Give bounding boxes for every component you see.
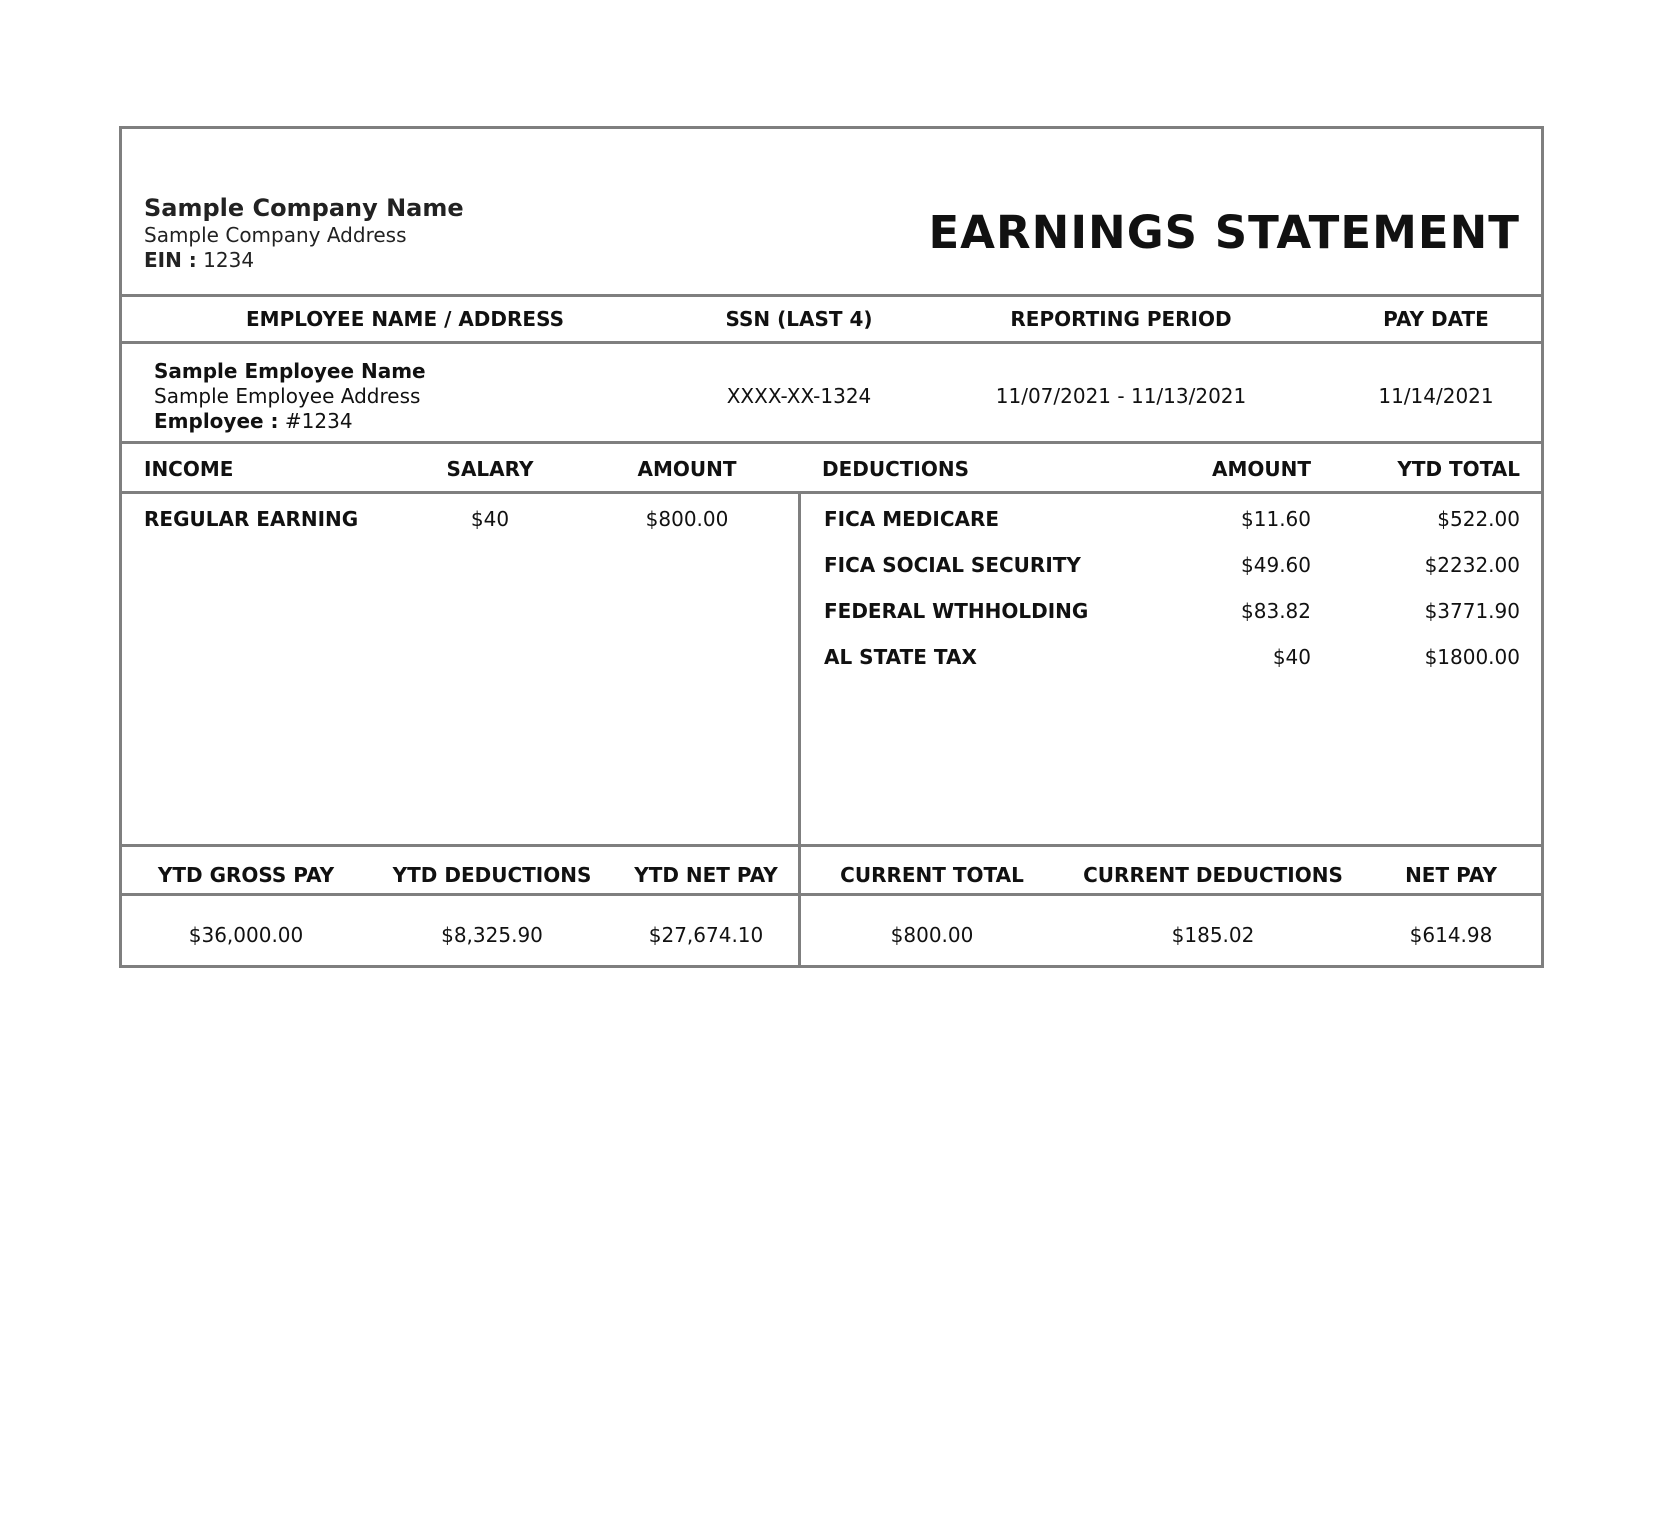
deduction-ytd: $3771.90 [1424, 599, 1520, 623]
deduction-amount: $11.60 [1241, 507, 1311, 531]
deduction-ytd: $2232.00 [1424, 553, 1520, 577]
header-net-pay: NET PAY [1405, 863, 1497, 887]
employee-ssn: XXXX-XX-1324 [726, 384, 872, 408]
header-pay-date: PAY DATE [1383, 307, 1489, 331]
header-deductions: DEDUCTIONS [822, 457, 970, 481]
ein-value: 1234 [203, 248, 255, 272]
earnings-statement [119, 126, 1544, 968]
income-salary: $40 [470, 507, 510, 531]
ytd-net-pay: $27,674.10 [648, 923, 764, 947]
header-deduction-amount: AMOUNT [1211, 457, 1311, 481]
header-ytd-deductions: YTD DEDUCTIONS [392, 863, 592, 887]
header-income-amount: AMOUNT [637, 457, 737, 481]
company-name: Sample Company Name [144, 194, 464, 222]
income-amount: $800.00 [645, 507, 729, 531]
divider-vertical [798, 491, 801, 965]
income-label: REGULAR EARNING [144, 507, 359, 531]
header-ytd-net-pay: YTD NET PAY [634, 863, 778, 887]
employee-name: Sample Employee Name [154, 359, 426, 383]
deduction-amount: $40 [1272, 645, 1311, 669]
header-ssn: SSN (LAST 4) [725, 307, 873, 331]
header-salary: SALARY [446, 457, 534, 481]
deduction-label: FEDERAL WTHHOLDING [824, 599, 1089, 623]
header-current-total: CURRENT TOTAL [840, 863, 1024, 887]
net-pay: $614.98 [1409, 923, 1493, 947]
employee-id-value: #1234 [284, 409, 353, 433]
deduction-ytd: $522.00 [1437, 507, 1520, 531]
ytd-gross-pay: $36,000.00 [188, 923, 304, 947]
deduction-amount: $83.82 [1241, 599, 1311, 623]
deduction-amount: $49.60 [1241, 553, 1311, 577]
ytd-deductions: $8,325.90 [441, 923, 543, 947]
divider-income-header [122, 491, 1541, 494]
header-income: INCOME [144, 457, 234, 481]
deduction-ytd: $1800.00 [1424, 645, 1520, 669]
ein-label: EIN : [144, 248, 197, 272]
header-ytd-gross-pay: YTD GROSS PAY [157, 863, 335, 887]
employee-pay-date: 11/14/2021 [1378, 384, 1494, 408]
current-total: $800.00 [890, 923, 974, 947]
divider-employee-header [122, 341, 1541, 344]
employee-id [154, 411, 353, 431]
divider-totals-header [122, 893, 1541, 896]
header-employee-name-address: EMPLOYEE NAME / ADDRESS [246, 307, 564, 331]
divider-items [122, 844, 1541, 847]
deduction-label: FICA SOCIAL SECURITY [824, 553, 1081, 577]
employee-reporting-period: 11/07/2021 - 11/13/2021 [995, 384, 1247, 408]
header-ytd-total: YTD TOTAL [1397, 457, 1520, 481]
document-title: EARNINGS STATEMENT [928, 206, 1520, 259]
divider-employee-info [122, 441, 1541, 444]
employee-id-label: Employee : [154, 409, 279, 433]
header-current-deductions: CURRENT DEDUCTIONS [1083, 863, 1343, 887]
current-deductions: $185.02 [1171, 923, 1255, 947]
company-ein [144, 250, 254, 270]
deduction-label: AL STATE TAX [824, 645, 977, 669]
company-address: Sample Company Address [144, 223, 407, 247]
deduction-label: FICA MEDICARE [824, 507, 1000, 531]
employee-address: Sample Employee Address [154, 384, 421, 408]
divider-header [122, 294, 1541, 297]
header-reporting-period: REPORTING PERIOD [1010, 307, 1232, 331]
